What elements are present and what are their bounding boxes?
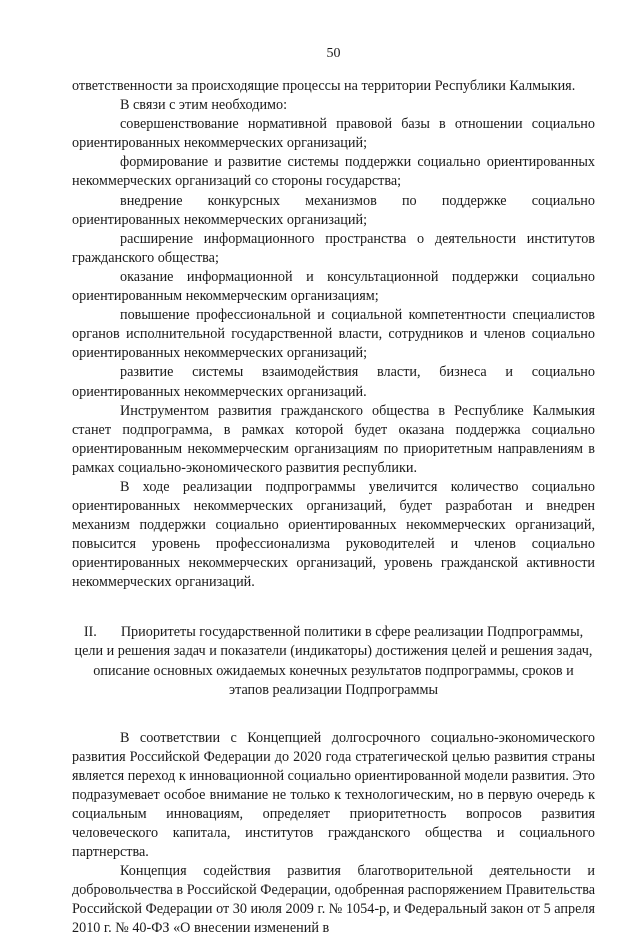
paragraph: В связи с этим необходимо: <box>120 97 288 114</box>
body-text-top <box>72 77 595 593</box>
page-number: 50 <box>326 46 341 61</box>
list-item: расширение информационного пространства о деятельности институтов гражданского общества; <box>72 230 595 266</box>
body-text-bottom <box>72 729 595 939</box>
list-item: повышение профессиональной и социальной компетентности специалистов органов исполнительной государственной власти, сотрудников и членов социально ориентированных некоммерческих организаций; <box>72 307 595 362</box>
list-item: формирование и развитие системы поддержки социально ориентированных некоммерческих организаций со стороны государства; <box>72 154 595 190</box>
list-item: совершенствование нормативной правовой базы в отношении социально ориентированных некоммерческих организаций; <box>72 116 595 152</box>
list-item: внедрение конкурсных механизмов по поддержке социально ориентированных некоммерческих организаций; <box>72 192 595 228</box>
paragraph: Инструментом развития гражданского общества в Республике Калмыкия станет подпрограмма, в рамках которой будет оказана поддержка социально ориентированным некоммерческим организациям по приоритетным направлениям в рамках социально-экономического развития республики. <box>72 402 595 476</box>
section-number: II. <box>83 623 97 640</box>
section-heading <box>72 623 595 701</box>
paragraph: ответственности за происходящие процессы на территории Республики Калмыкия. <box>72 78 576 94</box>
paragraph: Концепция содействия развития благотворительной деятельности и добровольчества в Российской Федерации, одобренная распоряжением Правительства Российской Федерации от 30 июля 2009 г. № 1054-р, и Федеральный закон от 5 апреля 2010 г. № 40-ФЗ «О внесении изменений в <box>72 863 595 937</box>
list-item: оказание информационной и консультационной поддержки социально ориентированным некоммерческим организациям; <box>72 268 595 305</box>
list-item: развитие системы взаимодействия власти, бизнеса и социально ориентированных некоммерческих организаций. <box>72 364 595 400</box>
paragraph: В ходе реализации подпрограммы увеличится количество социально ориентированных некоммерческих организаций, будет разработан и внедрен механизм поддержки социально ориентированных некоммерческих организаций, повысится уровень профессионализма руководителей и членов социально ориентированных некоммерческих организаций, уровень гражданской активности некоммерческих организаций. <box>72 478 595 591</box>
section-title: Приоритеты государственной политики в сфере реализации Подпрограммы, цели и решения задач и показатели (индикаторы) достижения целей и решения задач, описание основных ожидаемых конечных результатов подпрограммы, сроков и этапов реализации Подпрограммы <box>74 623 593 699</box>
paragraph: В соответствии с Концепцией долгосрочного социально-экономического развития Российской Федерации до 2020 года стратегической целью развития страны является переход к инновационной социально ориентированной модели развития. Это подразумевает особое внимание не только к технологическим, но в первую очередь к социальным инновациям, определяет приоритетность вопросов развития человеческого капитала, институтов гражданского общества и социального партнерства. <box>72 729 595 861</box>
